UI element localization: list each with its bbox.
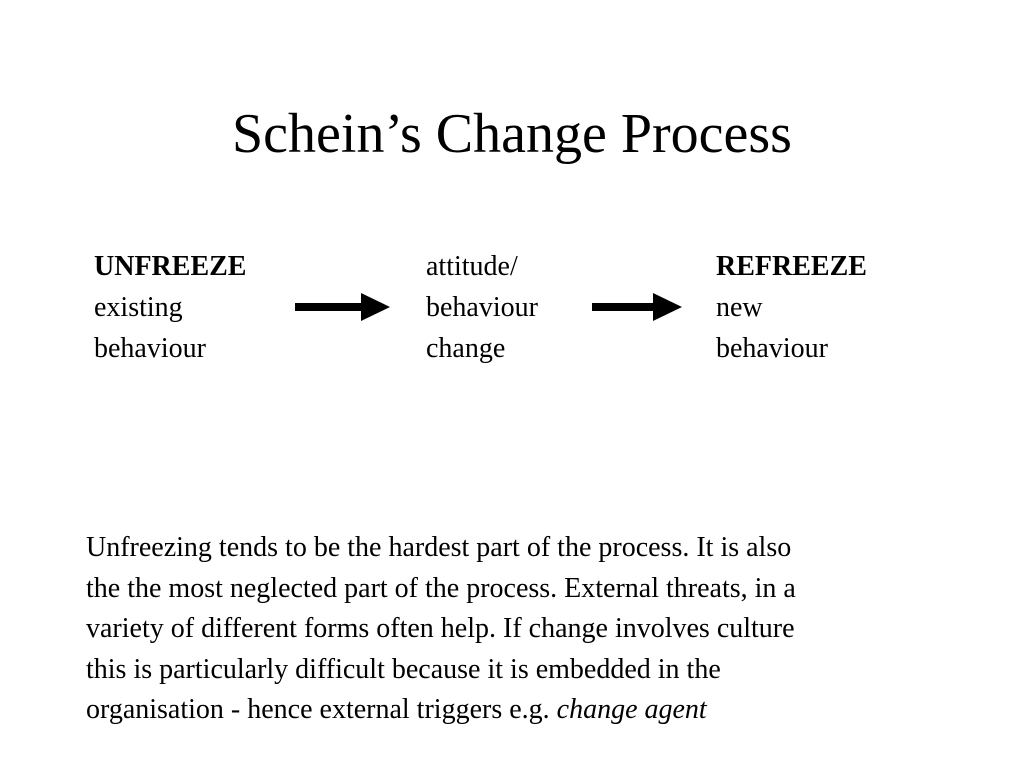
paragraph-line: the the most neglected part of the process. External threats, in a	[86, 572, 796, 604]
right-arrow-icon	[295, 290, 390, 324]
stage-unfreeze	[94, 246, 246, 369]
refreeze-line-2: behaviour	[716, 333, 828, 364]
change-line-1: attitude/	[426, 251, 518, 282]
unfreeze-line-2: behaviour	[94, 333, 206, 364]
right-arrow-icon	[592, 290, 682, 324]
change-agent-term: change agent	[556, 694, 707, 725]
paragraph-line: this is particularly difficult because it is embedded in the	[86, 653, 721, 685]
refreeze-line-1: new	[716, 292, 763, 323]
change-line-2: behaviour	[426, 292, 538, 323]
paragraph-line	[86, 690, 966, 731]
explanation-paragraph	[86, 528, 966, 731]
paragraph-line: Unfreezing tends to be the hardest part of the process. It is also	[86, 532, 792, 563]
paragraph-text: organisation - hence external triggers e.g.	[86, 694, 557, 725]
change-line-3: change	[426, 333, 506, 364]
paragraph-line: variety of different forms often help. If change involves culture	[86, 613, 795, 644]
stage-refreeze	[716, 246, 867, 369]
unfreeze-heading: UNFREEZE	[94, 251, 247, 282]
stage-change	[426, 246, 538, 369]
slide-title: Schein’s Change Process	[232, 103, 792, 165]
refreeze-heading: REFREEZE	[716, 251, 867, 282]
unfreeze-line-1: existing	[94, 292, 183, 323]
